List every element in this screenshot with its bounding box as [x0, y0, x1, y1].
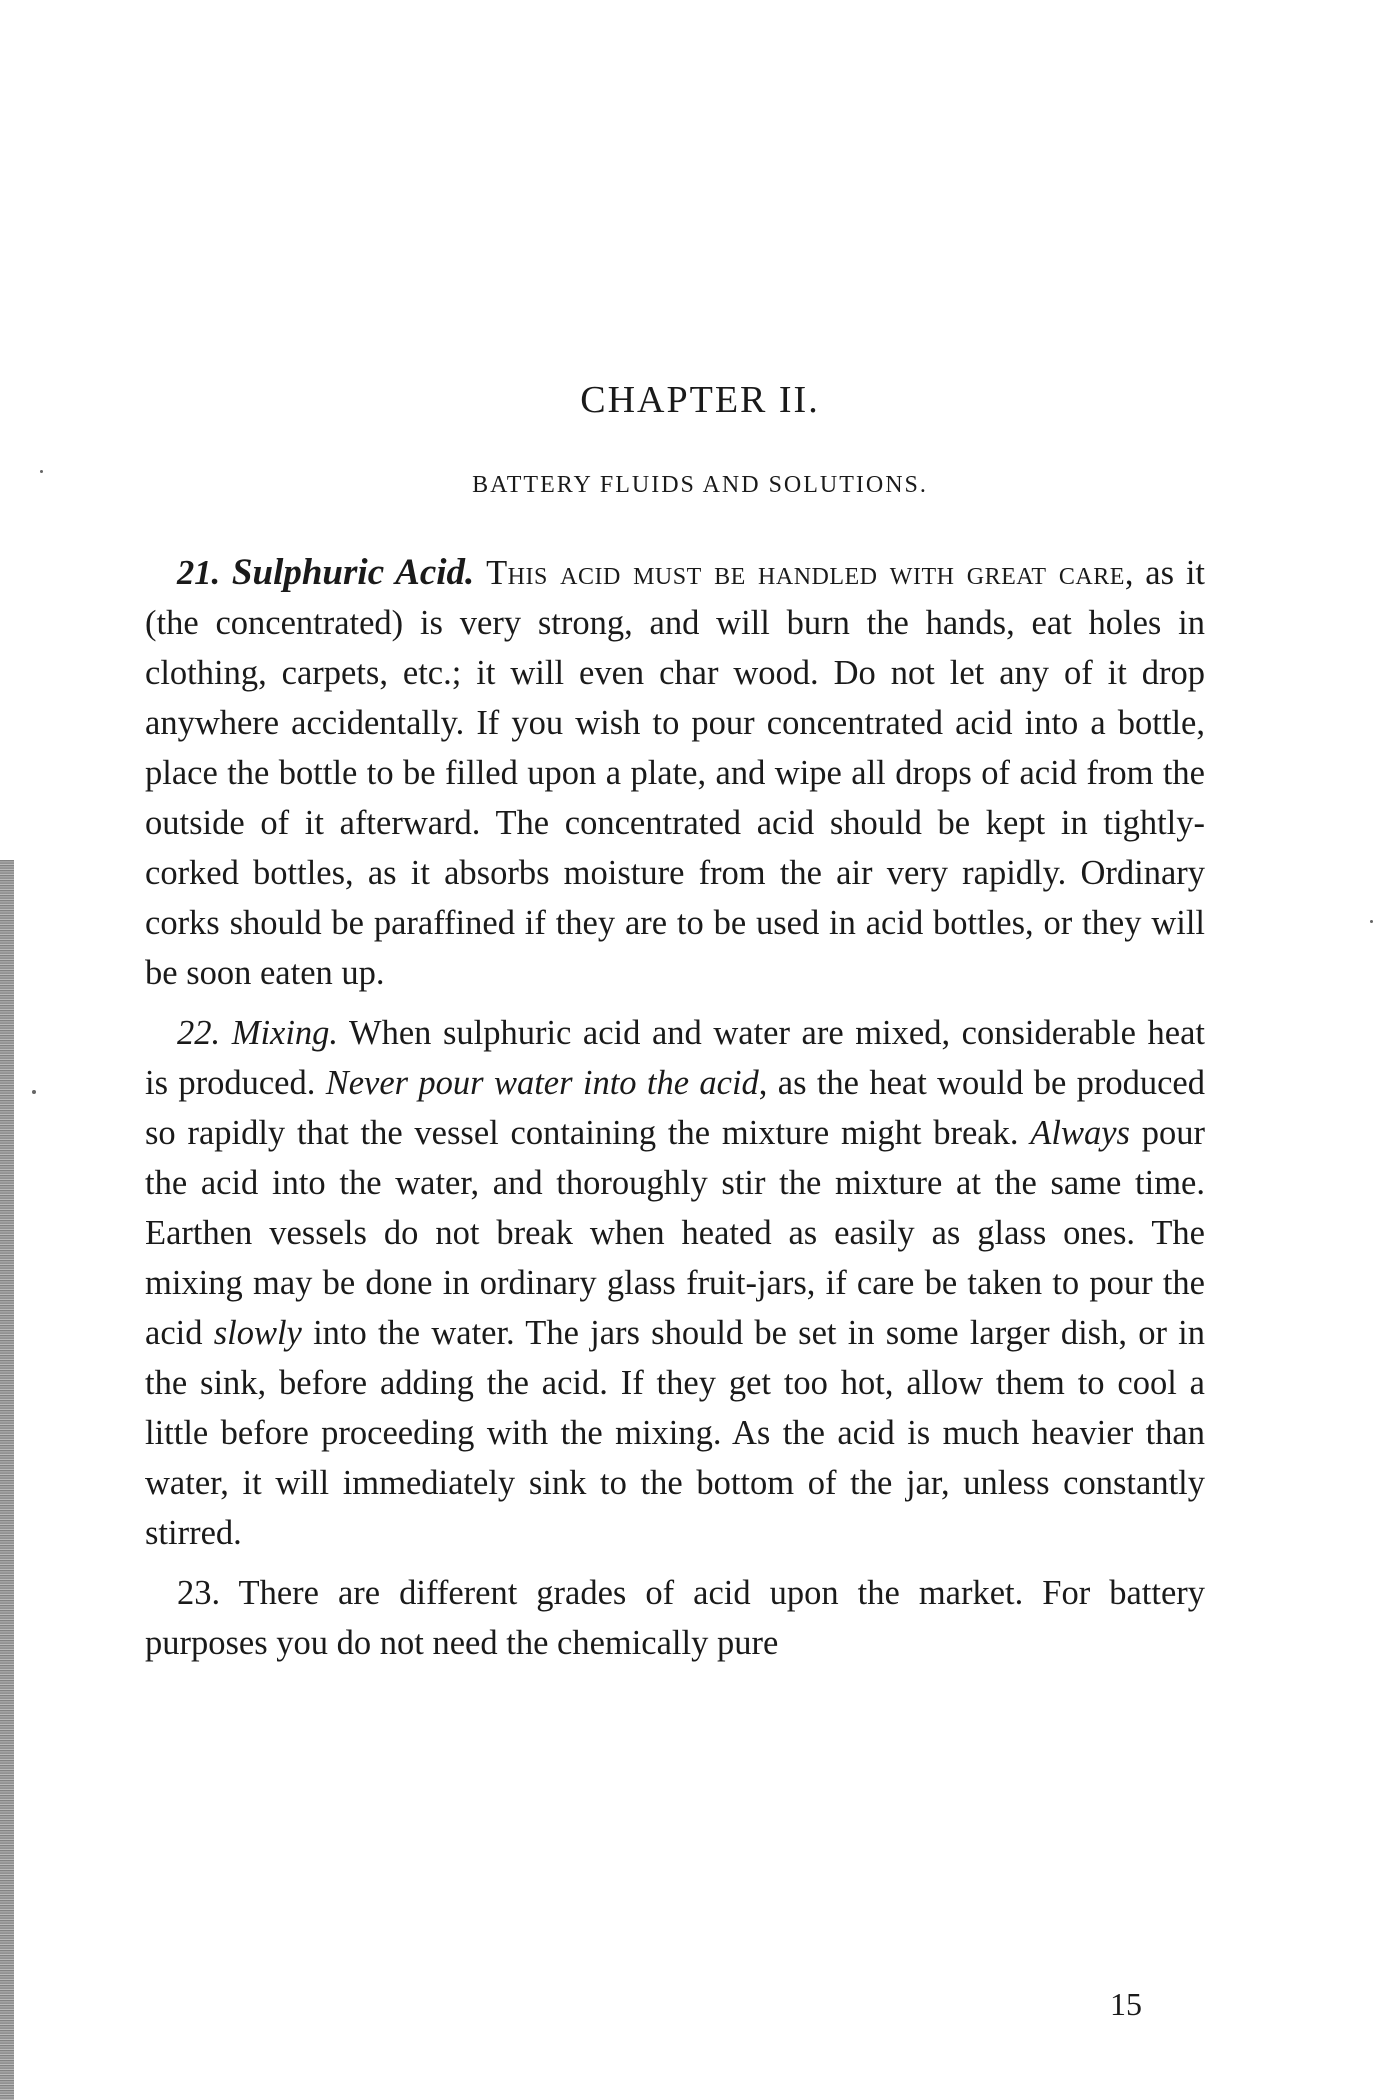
- paper-speck: [1370, 920, 1373, 923]
- warning-caps-text: This acid must be handled with great care: [486, 554, 1125, 592]
- paragraph-text: There are different grades of acid upon the market. For battery purposes you do not need the chemically pure: [145, 1574, 1205, 1662]
- paragraph-text: pour the acid into the water, and thoroughly stir the mixture at the same time. Earthen vessels do not break when heated as easily as glass ones. The mixing may be done in ordinary glass fruit-jars, if care be taken to pour the acid: [145, 1114, 1205, 1352]
- page-number: 15: [1110, 1986, 1142, 2022]
- italic-emphasis: slowly: [213, 1314, 302, 1352]
- paragraph-number: 22.: [177, 1014, 221, 1052]
- paragraph-text: into the water. The jars should be set in some larger dish, or in the sink, before adding the acid. If they get too hot, allow them to cool a little before proceeding with the mixing. As the acid is much heavier than water, it will immediately sink to the bottom of the jar, unless constantly stirred.: [145, 1314, 1205, 1552]
- paragraph-heading: Sulphuric Acid.: [231, 552, 475, 593]
- chapter-title: CHAPTER II.: [580, 379, 820, 421]
- page-binding-edge: [0, 860, 14, 2100]
- paragraph-number: 23.: [177, 1574, 221, 1612]
- paragraph-text: When sulphuric acid and water are mixed, considerable heat is produced.: [145, 1014, 1206, 1102]
- italic-emphasis: Never pour water into the acid: [325, 1064, 759, 1102]
- paragraph-22: [145, 1008, 1205, 1558]
- italic-emphasis: Always: [1030, 1114, 1130, 1152]
- paragraph-heading: Mixing.: [231, 1014, 339, 1052]
- paragraph-23: [145, 1568, 1205, 1668]
- paragraph-number: 21.: [177, 554, 221, 592]
- paragraph-text: , as the heat would be produced so rapidly that the vessel containing the mixture might break.: [145, 1064, 1205, 1152]
- paper-speck: [32, 1090, 36, 1094]
- body-text: [145, 548, 1205, 1678]
- paragraph-text: , as it (the concentrated) is very strong, and will burn the hands, eat holes in clothing, carpets, etc.; it will even char wood. Do not let any of it drop anywhere accidentally. If you wish to pour concentrated acid into a bottle, place the bottle to be filled upon a plate, and wipe all drops of acid from the outside of it afterward. The concentrated acid should be kept in tightly-corked bottles, as it absorbs moisture from the air very rapidly. Ordinary corks should be paraffined if they are to be used in acid bottles, or they will be soon eaten up.: [145, 554, 1205, 992]
- section-title: BATTERY FLUIDS AND SOLUTIONS.: [472, 472, 928, 498]
- paragraph-21: [145, 548, 1205, 998]
